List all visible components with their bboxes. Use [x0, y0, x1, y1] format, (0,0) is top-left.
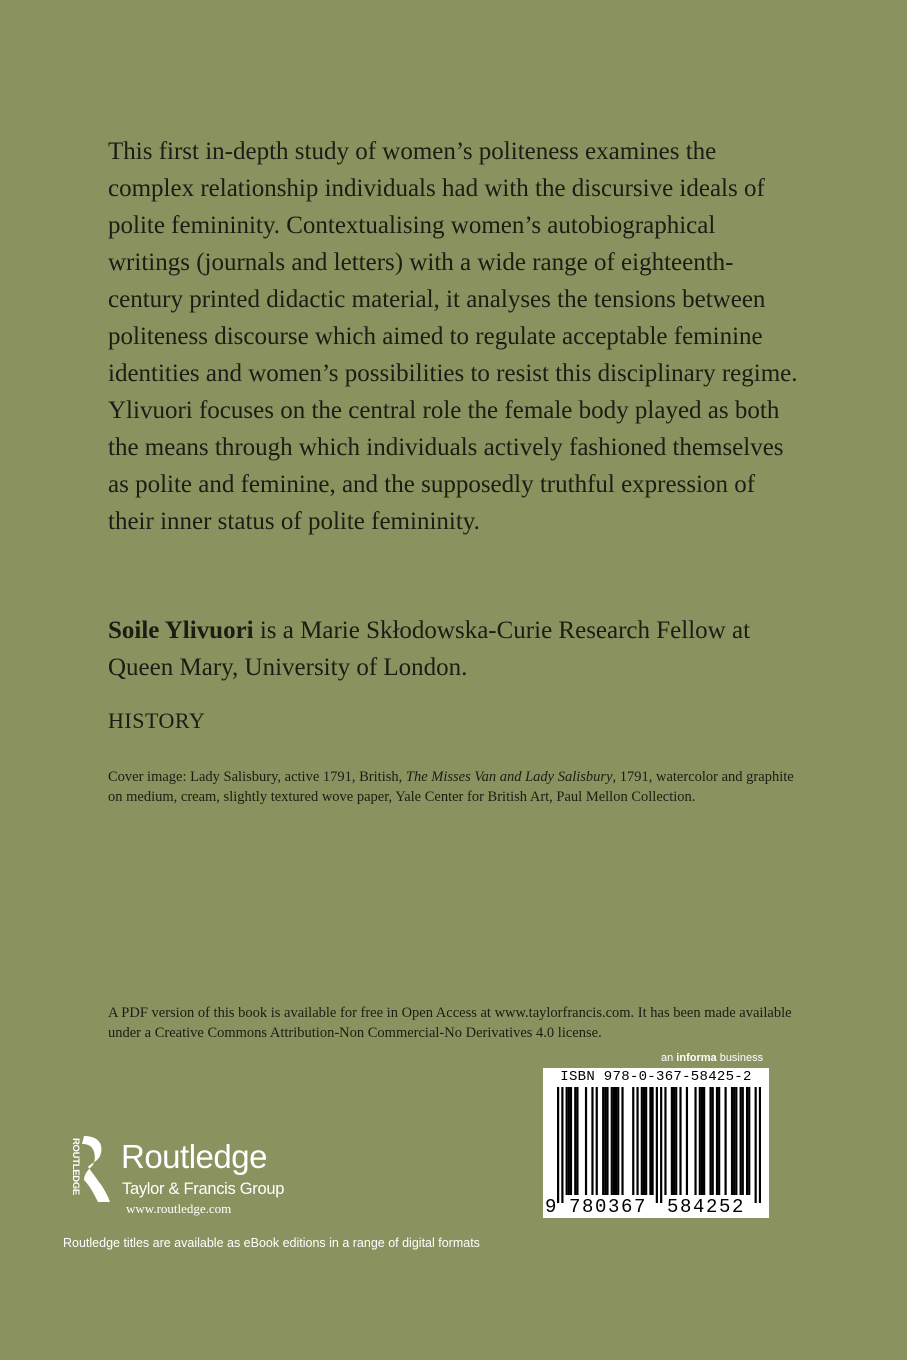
barcode-bar — [703, 1087, 705, 1195]
barcode-bar — [718, 1087, 720, 1195]
ebook-notice: Routledge titles are available as eBook editions in a range of digital formats — [63, 1236, 480, 1250]
subject-category: HISTORY — [108, 708, 206, 733]
publisher-name: Routledge — [121, 1138, 267, 1175]
barcode-bar — [701, 1087, 703, 1195]
routledge-logo-icon — [62, 1134, 112, 1204]
barcode-bar — [615, 1087, 617, 1195]
cover-credit — [108, 767, 798, 807]
barcode-bar — [617, 1087, 619, 1195]
barcode-bar — [632, 1087, 634, 1195]
barcode-bar — [742, 1087, 744, 1195]
barcode-bar — [740, 1087, 742, 1195]
informa-prefix: an — [661, 1052, 677, 1064]
barcode-bar — [613, 1087, 615, 1195]
barcode-bar — [643, 1087, 645, 1195]
author-bio — [108, 612, 808, 686]
cover-credit-after: , 1791, watercolor and graphite on medium, cream, slightly textured wove paper, Yale Center for British Art, Paul Mellon Collection. — [108, 769, 794, 805]
barcode-bar — [576, 1087, 578, 1195]
barcode-bar — [557, 1087, 559, 1203]
informa-tagline — [661, 1052, 763, 1064]
barcode-bar — [570, 1087, 572, 1195]
barcode-bar — [664, 1087, 666, 1195]
barcode-bar — [686, 1087, 688, 1195]
informa-suffix: business — [716, 1052, 764, 1064]
barcode-bar — [699, 1087, 701, 1195]
barcode-bar — [602, 1087, 604, 1195]
barcode-bar — [606, 1087, 608, 1195]
barcode-bar — [748, 1087, 750, 1195]
barcode-bar — [712, 1087, 714, 1195]
barcode-bar — [671, 1087, 673, 1195]
barcode-bar — [641, 1087, 643, 1195]
barcode-bar — [660, 1087, 662, 1203]
publisher-group: Taylor & Francis Group — [122, 1180, 285, 1198]
book-description: This first in-depth study of women’s politeness examines the complex relationship individuals had with the discursive ideals of polite femininity. Contextualising women’s autobiographical writings (journals and letters) with a wide range of eighteenth-century printed didactic material, it analyses the tensions between politeness discourse which aimed to regulate acceptable feminine identities and women’s possibilities to resist this disciplinary regime. Ylivuori focuses on the central role the female body played as both the means through which individuals actively fashioned themselves as polite and feminine, and the supposedly truthful expression of their inner status of polite femininity. — [108, 138, 798, 535]
publisher-url[interactable]: www.routledge.com — [126, 1201, 232, 1216]
barcode: ISBN 978-0-367-58425-2 9 780367 584252 — [543, 1068, 769, 1218]
barcode-bar — [591, 1087, 593, 1195]
routledge-vertical-mark: ROUTLEDGE — [70, 1138, 81, 1195]
barcode-bar — [636, 1087, 638, 1195]
barcode-bar — [561, 1087, 563, 1203]
isbn-label: ISBN 978-0-367-58425-2 — [560, 1069, 752, 1085]
open-access-notice: A PDF version of this book is available for free in Open Access at www.taylorfrancis.com. It has been made available under a Creative Commons Attribution-Non Commercial-No Derivatives 4.0 license. — [108, 1005, 792, 1041]
informa-brand: informa — [676, 1052, 717, 1064]
barcode-bar — [731, 1087, 733, 1195]
barcode-bar — [651, 1087, 653, 1195]
barcode-bar — [679, 1087, 681, 1195]
author-name: Soile Ylivuori — [108, 617, 254, 644]
barcode-bar — [568, 1087, 570, 1195]
author-bio-text: is a Marie Skłodowska-Curie Research Fellow at Queen Mary, University of London. — [108, 617, 751, 681]
barcode-bar — [759, 1087, 761, 1203]
barcode-bar — [656, 1087, 658, 1203]
barcode-bar — [694, 1087, 696, 1195]
barcode-bars — [557, 1087, 761, 1203]
barcode-bar — [611, 1087, 613, 1195]
barcode-bar — [649, 1087, 651, 1195]
barcode-bar — [716, 1087, 718, 1195]
barcode-bar — [733, 1087, 735, 1195]
barcode-bar — [645, 1087, 647, 1195]
barcode-bar — [566, 1087, 568, 1195]
barcode-bar — [574, 1087, 576, 1195]
barcode-bar — [621, 1087, 623, 1195]
barcode-bar — [724, 1087, 726, 1195]
barcode-bar — [673, 1087, 675, 1195]
barcode-bar — [709, 1087, 711, 1195]
barcode-bar — [596, 1087, 598, 1195]
barcode-bar — [604, 1087, 606, 1195]
barcode-bar — [735, 1087, 737, 1195]
cover-credit-title: The Misses Van and Lady Salisbury — [405, 769, 613, 785]
cover-credit-before: Cover image: Lady Salisbury, active 1791, British, — [108, 769, 406, 785]
barcode-bar — [746, 1087, 748, 1195]
barcode-bar — [585, 1087, 587, 1195]
barcode-bar — [755, 1087, 757, 1203]
barcode-bar — [675, 1087, 677, 1195]
